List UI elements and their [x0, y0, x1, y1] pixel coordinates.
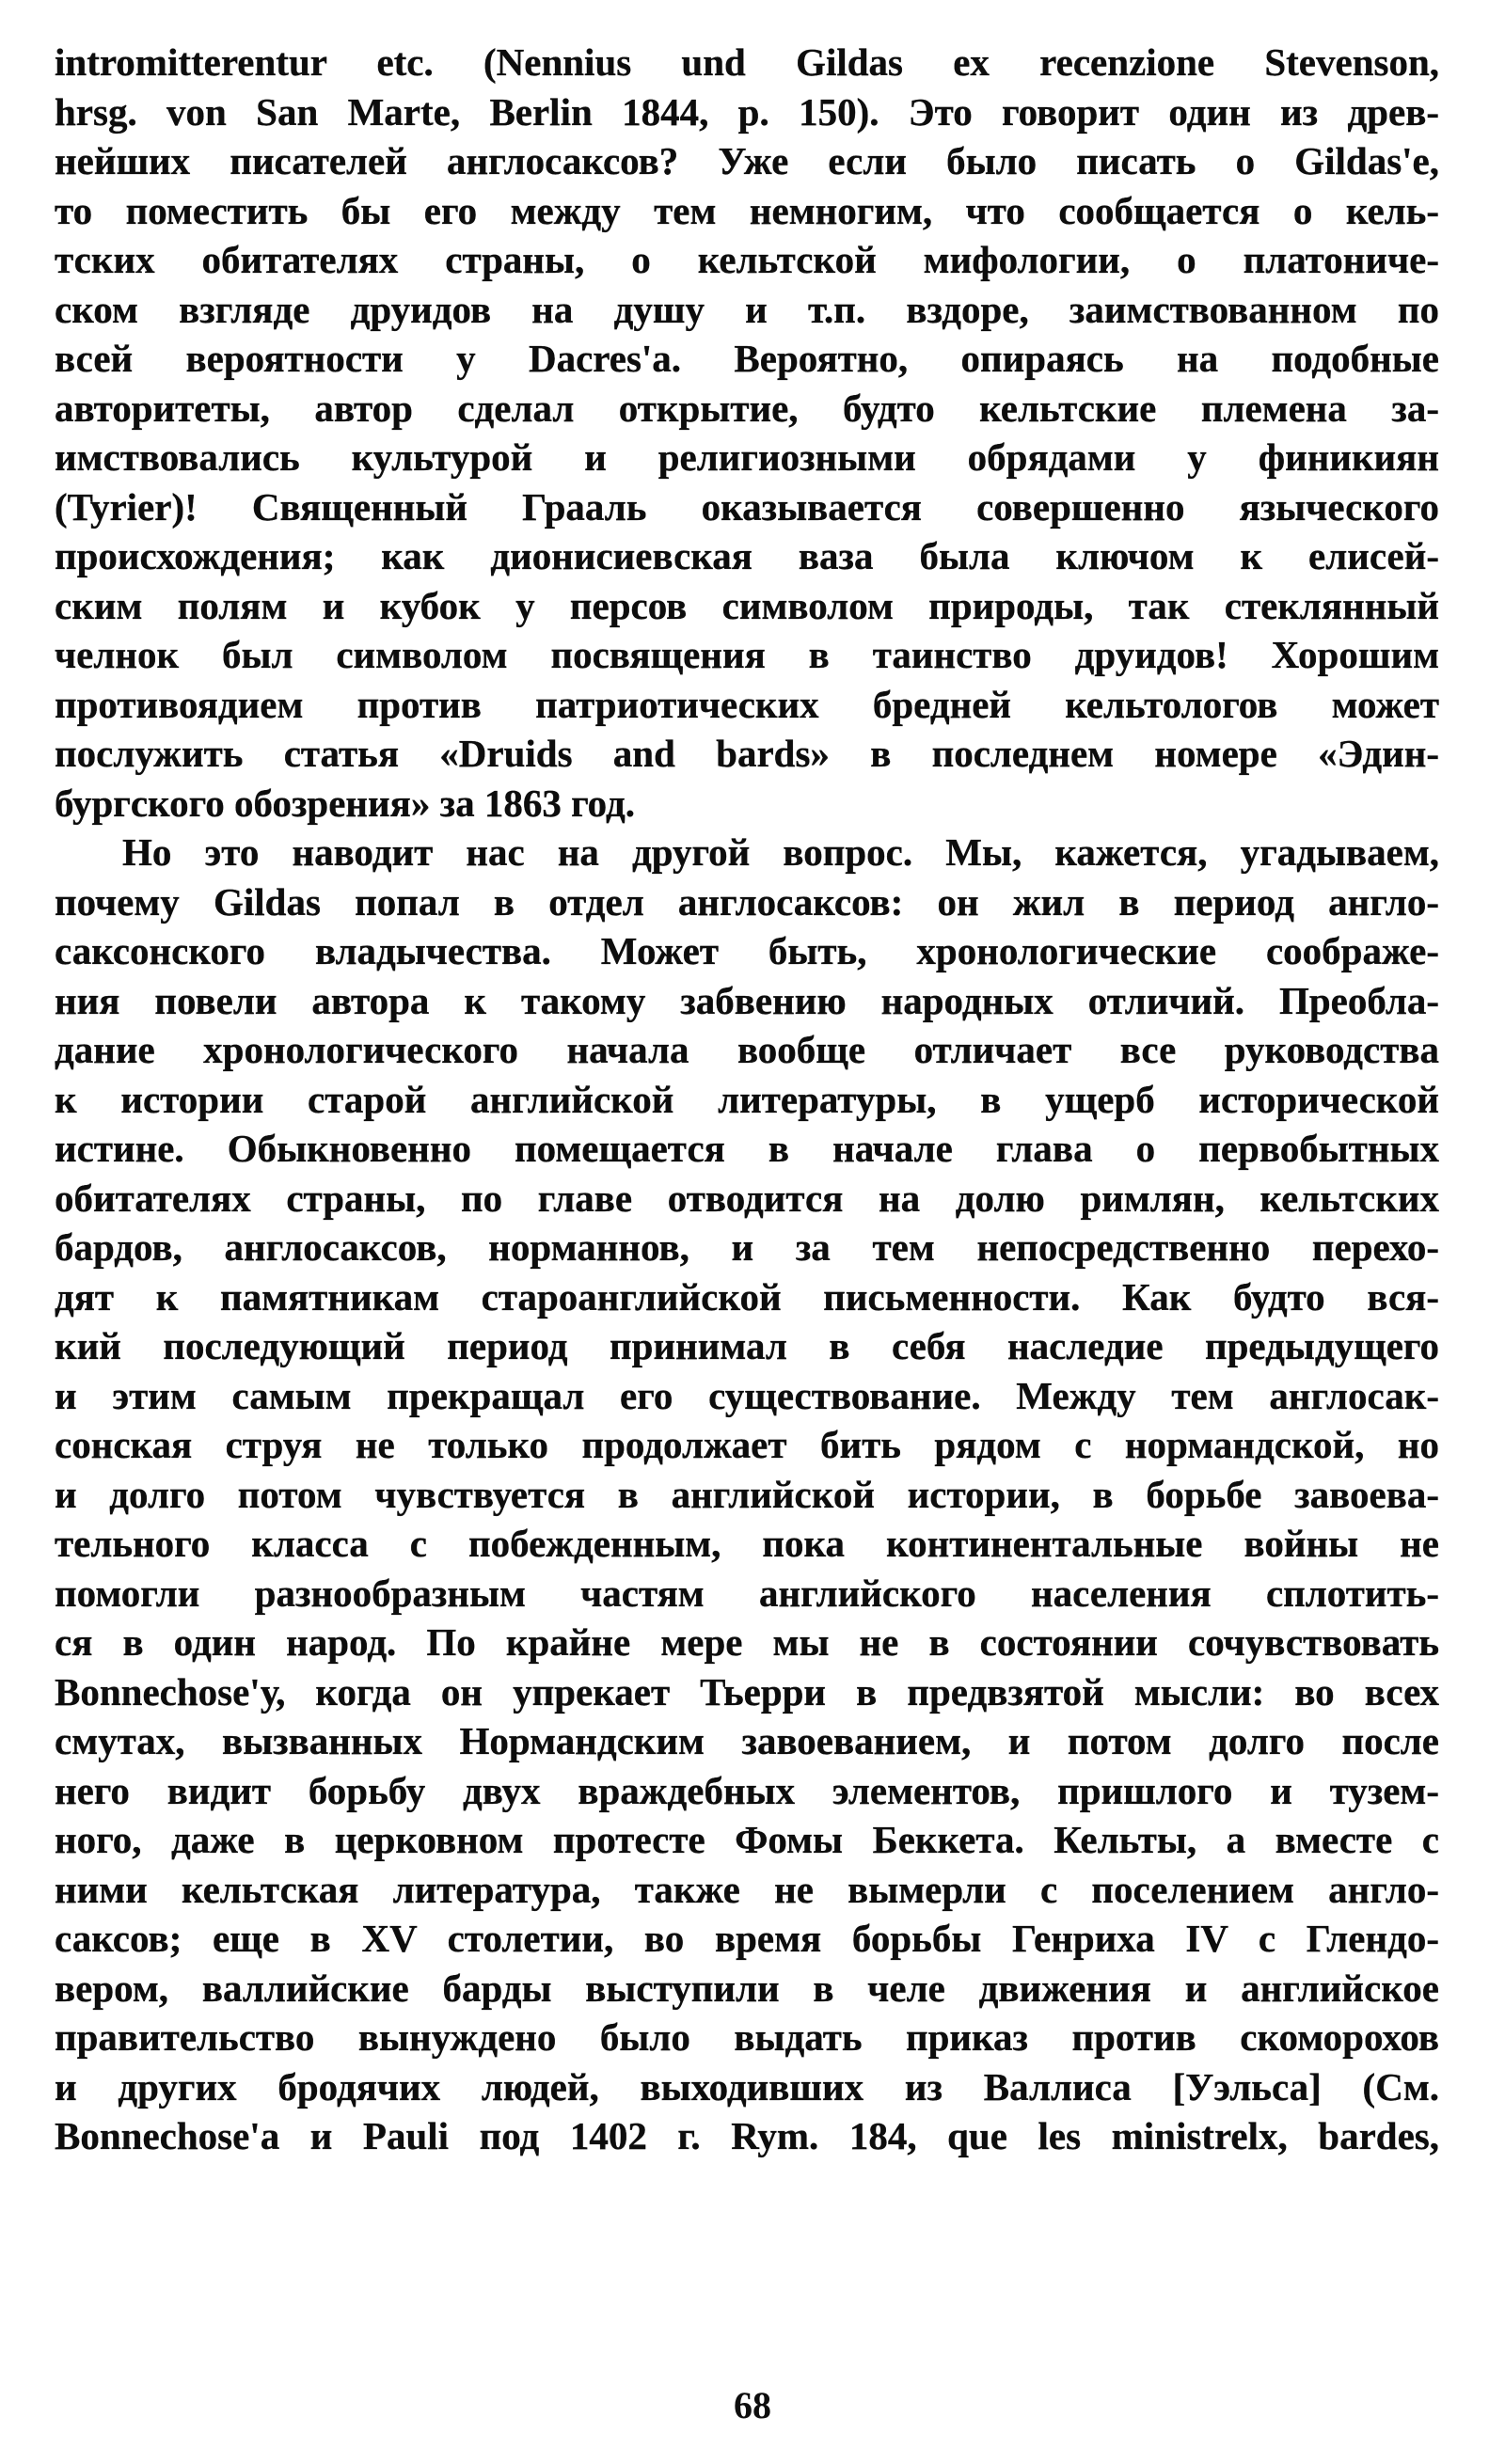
paragraph-2 [55, 828, 1439, 2161]
text-line: вером, валлийские барды выступили в челе движения и английское [55, 1966, 1439, 2010]
text-line: intromitterentur etc. (Nennius und Gildas ex recenzione Stevenson, [55, 40, 1439, 84]
text-line: саксов; еще в XV столетии, во время борьбы Генриха IV с Глендо- [55, 1917, 1439, 1960]
text-line: всей вероятности у Dacres'а. Вероятно, опираясь на подобные [55, 337, 1439, 380]
text-line: противоядием против патриотических бредней кельтологов может [55, 682, 1439, 726]
text-line: тских обитателях страны, о кельтской мифологии, о платониче- [55, 238, 1439, 281]
text-line: нейших писателей англосаксов? Уже если было писать о Gildas'е, [55, 139, 1439, 182]
text-line: истине. Обыкновенно помещается в начале глава о первобытных [55, 1127, 1439, 1170]
text-line: бардов, англосаксов, норманнов, и за тем непосредственно перехо- [55, 1225, 1439, 1269]
text-line: смутах, вызванных Нормандским завоеванием, и потом долго после [55, 1719, 1439, 1762]
text-line: саксонского владычества. Может быть, хронологические соображе- [55, 929, 1439, 972]
text-line: ся в один народ. По крайне мере мы не в состоянии сочувствовать [55, 1620, 1439, 1664]
text-line: сонская струя не только продолжает бить рядом с нормандской, но [55, 1423, 1439, 1466]
text-line: Но это наводит нас на другой вопрос. Мы, кажется, угадываем, [122, 830, 1439, 874]
text-line: и других бродячих людей, выходивших из Валлиса [Уэльса] (См. [55, 2064, 1439, 2109]
page-number: 68 [734, 2384, 771, 2426]
text-line: ния повели автора к такому забвению народных отличий. Преобла- [55, 978, 1439, 1022]
text-line: помогли разнообразным частям английского населения сплотить- [55, 1571, 1439, 1615]
text-line: авторитеты, автор сделал открытие, будто кельтские племена за- [55, 386, 1439, 430]
text-line: Bonnechose'а и Pauli под 1402 г. Rym. 184, que les ministrelx, bardes, [55, 2114, 1439, 2157]
text-line: имствовались культурой и религиозными обрядами у финикиян [55, 435, 1439, 479]
text-line: к истории старой английской литературы, в ущерб исторической [55, 1077, 1439, 1121]
text-line: бургского обозрения» за 1863 год. [55, 781, 635, 825]
text-line: ским полям и кубок у персов символом природы, так стеклянный [55, 583, 1439, 627]
text-line: происхождения; как дионисиевская ваза была ключом к елисей- [55, 534, 1439, 577]
text-line: и долго потом чувствуется в английской истории, в борьбе завоева- [55, 1472, 1439, 1516]
text-line: правительство вынуждено было выдать приказ против скоморохов [55, 2015, 1439, 2059]
text-line: тельного класса с побежденным, пока континентальные войны не [55, 1522, 1439, 1565]
text-line: челнок был символом посвящения в таинство друидов! Хорошим [55, 633, 1439, 676]
text-line: ском взгляде друидов на душу и т.п. вздоре, заимствованном по [55, 287, 1439, 331]
text-line: Bonnechose'у, когда он упрекает Тьерри в предвзятой мысли: во всех [55, 1669, 1439, 1714]
text-line: (Tyrier)! Священный Грааль оказывается совершенно языческого [55, 484, 1439, 529]
text-line: почему Gildas попал в отдел англосаксов: он жил в период англо- [55, 879, 1439, 924]
text-line: hrsg. von San Marte, Berlin 1844, p. 150). Это говорит один из древ- [55, 89, 1439, 134]
text-line: ного, даже в церковном протесте Фомы Беккета. Кельты, а вместе с [55, 1818, 1439, 1861]
text-line: послужить статья «Druids and bards» в последнем номере «Эдин- [55, 732, 1439, 775]
text-line: то поместить бы его между тем немногим, что сообщается о кель- [55, 188, 1439, 232]
paragraph-1 [55, 38, 1439, 828]
text-line: него видит борьбу двух враждебных элементов, пришлого и тузем- [55, 1768, 1439, 1812]
page-body [55, 38, 1439, 2161]
text-line: ними кельтская литература, также не вымерли с поселением англо- [55, 1867, 1439, 1911]
text-line: обитателях страны, по главе отводится на долю римлян, кельтских [55, 1176, 1439, 1220]
text-line: дят к памятникам староанглийской письменности. Как будто вся- [55, 1274, 1439, 1319]
text-line: кий последующий период принимал в себя наследие предыдущего [55, 1324, 1439, 1367]
text-line: дание хронологического начала вообще отличает все руководства [55, 1028, 1439, 1071]
text-line: и этим самым прекращал его существование. Между тем англосак- [55, 1373, 1439, 1417]
